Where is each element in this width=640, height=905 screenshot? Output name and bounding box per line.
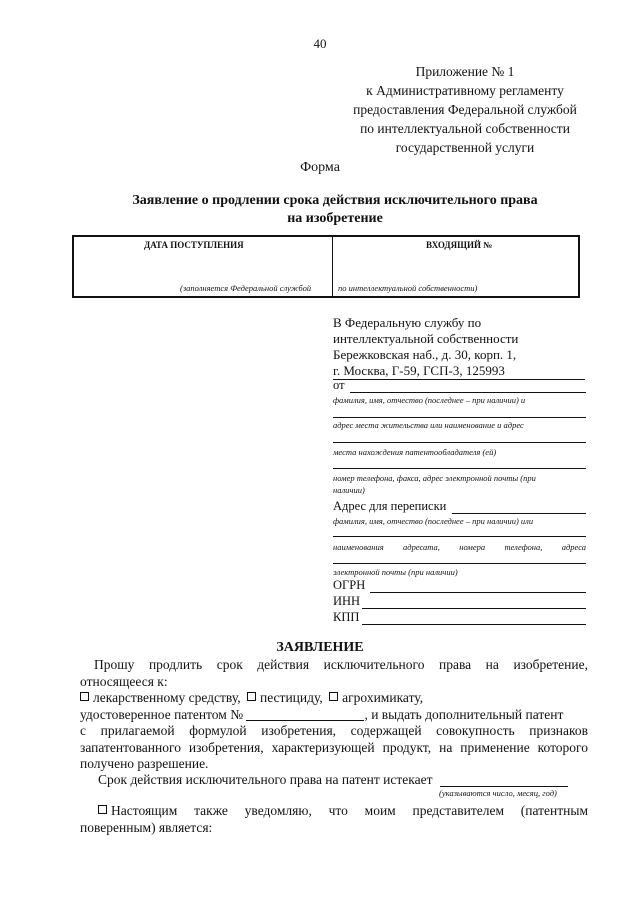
kpp-label: КПП (333, 610, 360, 624)
date-received-header: ДАТА ПОСТУПЛЕНИЯ (144, 240, 244, 250)
representative-line (98, 803, 588, 819)
intake-note-left: (заполняется Федеральной службой (180, 283, 312, 293)
from-note: адрес места жительства или наименование и адрес (333, 420, 524, 430)
correspondence-note: наименования адресата, номера телефона, адреса (333, 542, 586, 552)
kpp-field[interactable] (362, 624, 586, 625)
form-label: Форма (300, 160, 340, 175)
page-number: 40 (313, 36, 327, 51)
intake-box-divider (332, 237, 333, 296)
body-line: запатентованного изобретения, характеризующей продукт, на применение которого (80, 740, 588, 755)
medicine-option-label: лекарственному средству, (93, 690, 241, 705)
medicine-checkbox[interactable] (80, 692, 89, 701)
from-note: номер телефона, факса, адрес электронной почты (при (333, 473, 536, 483)
title-line: на изобретение (287, 211, 383, 226)
ogrn-field[interactable] (370, 592, 586, 593)
expiry-date-field[interactable] (440, 786, 568, 787)
patent-number-field[interactable] (246, 708, 364, 721)
correspondence-note: электронной почты (при наличии) (333, 567, 458, 577)
statement-header: ЗАЯВЛЕНИЕ (276, 640, 364, 655)
from-note: места нахождения патентообладателя (ей) (333, 447, 497, 457)
body-line: Прошу продлить срок действия исключительного права на изобретение, (94, 657, 588, 672)
from-note: наличии) (333, 485, 365, 495)
body-line: получено разрешение. (80, 756, 209, 771)
contact-field[interactable] (333, 468, 586, 469)
inn-field[interactable] (362, 608, 586, 609)
from-label: от (333, 378, 345, 392)
appendix-line: государственной услуги (395, 140, 535, 155)
addressee-block (333, 315, 583, 380)
patent-line (80, 707, 563, 723)
patent-label: удостоверенное патентом № (80, 707, 244, 722)
correspondence-label: Адрес для переписки (333, 499, 447, 513)
appendix-block (330, 62, 600, 157)
correspondence-note: фамилия, имя, отчество (последнее – при наличии) или (333, 516, 534, 526)
title-line: Заявление о продлении срока действия исключительного права (132, 193, 538, 208)
intake-note-right: по интеллектуальной собственности) (338, 283, 478, 293)
product-options (80, 690, 423, 706)
from-field[interactable] (350, 392, 586, 393)
addressee-line: В Федеральную службу по (333, 315, 482, 330)
body-line: относящееся к: (80, 674, 168, 689)
appendix-line: Приложение № 1 (415, 64, 515, 79)
pesticide-option-label: пестициду, (260, 690, 323, 705)
agrochemical-checkbox[interactable] (329, 692, 338, 701)
expiry-note: (указываются число, месяц, год) (439, 788, 557, 798)
applicant-location-field[interactable] (333, 442, 586, 443)
addressee-line: г. Москва, Г-59, ГСП-3, 125993 (333, 363, 585, 380)
addressee-line: интеллектуальной собственности (333, 331, 519, 346)
expiry-label: Срок действия исключительного права на патент истекает (98, 772, 433, 787)
agrochemical-option-label: агрохимикату, (342, 690, 424, 705)
addressee-line: Бережковская наб., д. 30, корп. 1, (333, 347, 517, 362)
patent-line-tail: , и выдать дополнительный патент (364, 707, 564, 722)
appendix-line: к Административному регламенту (366, 83, 564, 98)
body-line: с прилагаемой формулой изобретения, содержащей совокупность признаков (80, 723, 588, 738)
representative-checkbox[interactable] (98, 805, 107, 814)
from-note: фамилия, имя, отчество (последнее – при наличии) и (333, 395, 526, 405)
appendix-line: предоставления Федеральной службой (353, 102, 577, 117)
body-line: поверенным) является: (80, 820, 213, 835)
pesticide-checkbox[interactable] (247, 692, 256, 701)
correspondence-field[interactable] (452, 513, 586, 514)
correspondence-field-3[interactable] (333, 563, 586, 564)
document-title (90, 192, 580, 228)
appendix-line: по интеллектуальной собственности (360, 121, 570, 136)
ogrn-label: ОГРН (333, 578, 366, 592)
correspondence-field-2[interactable] (333, 536, 586, 537)
incoming-number-header: ВХОДЯЩИЙ № (426, 240, 493, 250)
representative-text: Настоящим также уведомляю, что моим представителем (патентным (111, 803, 588, 818)
intake-box (72, 235, 580, 298)
inn-label: ИНН (333, 594, 361, 608)
applicant-address-field[interactable] (333, 417, 586, 418)
